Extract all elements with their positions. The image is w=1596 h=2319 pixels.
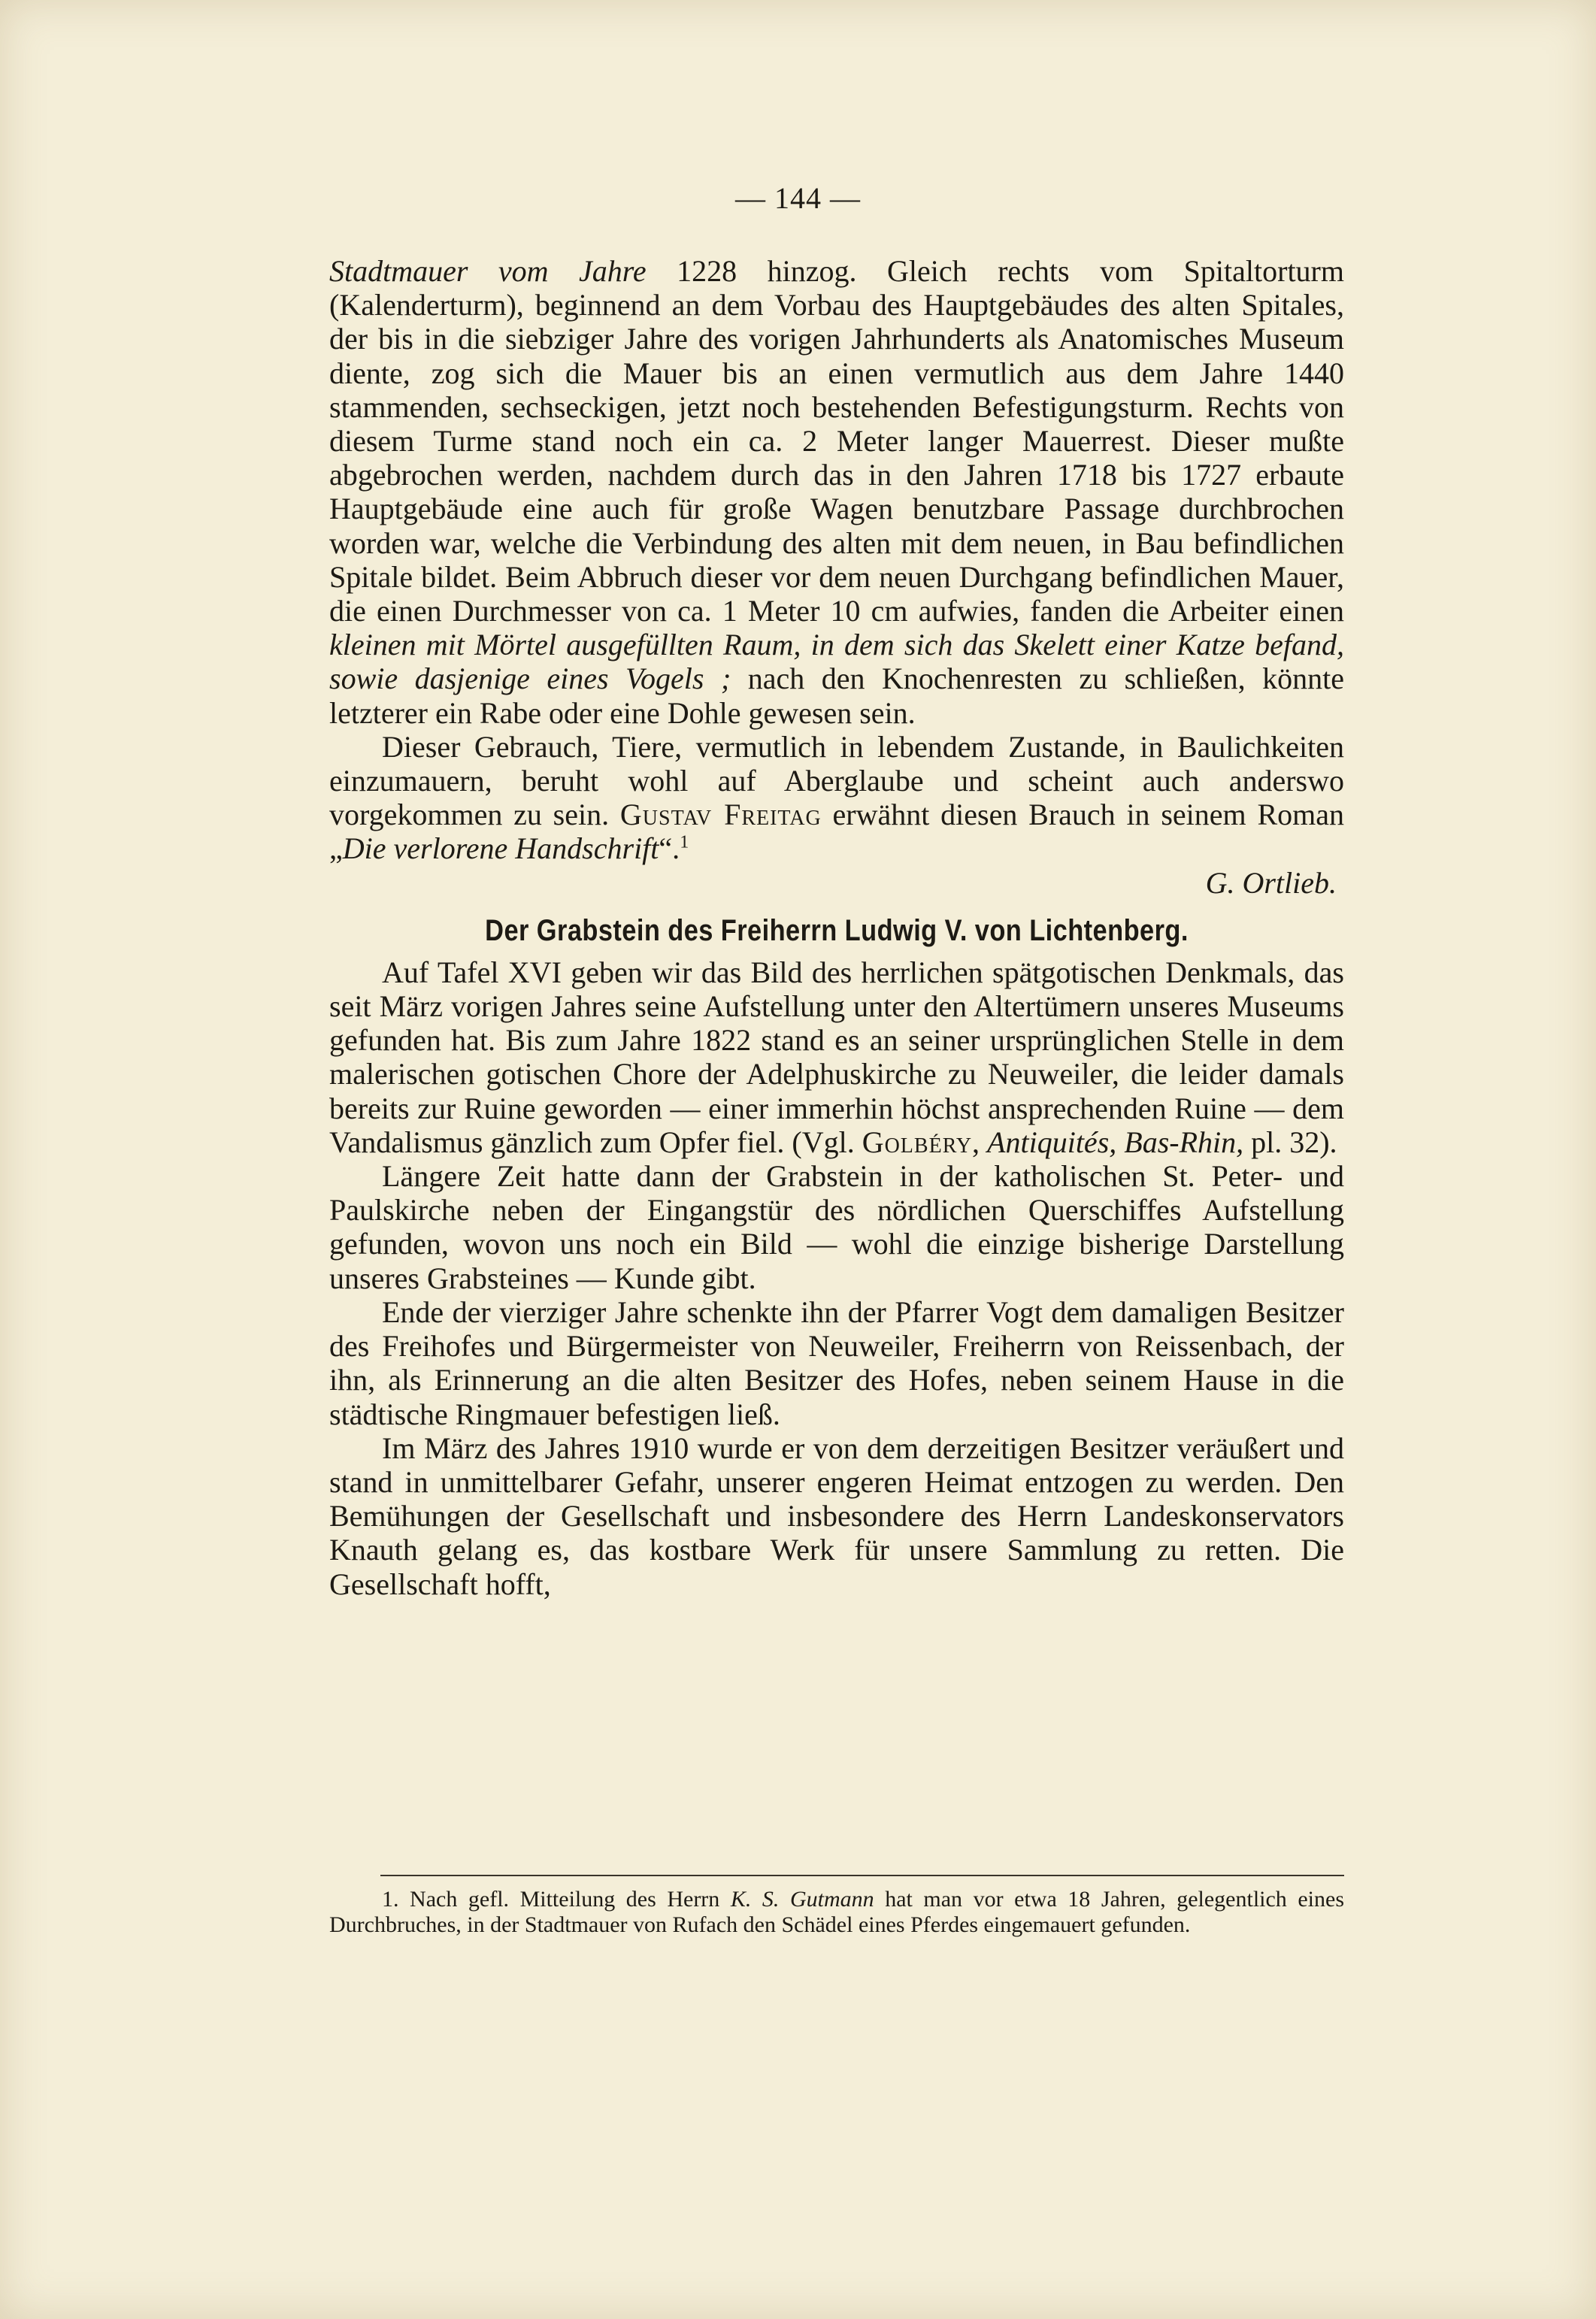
text-run: Dieser Gebrauch, Tiere, vermutlich in lebendem Zustande, in Baulichkeiten einzumauern, beruht wohl auf Aberglaube und scheint auch anderswo vorgekommen zu sein.	[329, 729, 1344, 832]
author-name: Golbéry	[862, 1125, 973, 1159]
paragraph	[329, 730, 1344, 866]
footnote-text	[329, 1887, 1344, 1938]
citation-title: Antiquités, Bas-Rhin,	[987, 1125, 1244, 1159]
author-signature: G. Ortlieb.	[1205, 865, 1337, 900]
paragraph: Ende der vierziger Jahre schenkte ihn der Pfarrer Vogt dem damaligen Besitzer des Freihofes und Bürgermeister von Neuweiler, Freiherrn von Reissenbach, der ihn, als Erinnerung an die alten Besitzer des Hofes, neben seinem Hause in die städtische Ringmauer befestigen ließ.	[329, 1294, 1344, 1431]
book-title: Die verlorene Handschrift	[342, 831, 659, 866]
italic-name: K. S. Gutmann	[730, 1887, 874, 1912]
footnote-marker: 1	[680, 833, 689, 853]
text-run: “.	[659, 831, 680, 866]
text-run: ,	[972, 1125, 988, 1159]
section-heading: Der Grabstein des Freiherrn Ludwig V. von Lichtenberg.	[485, 913, 1189, 947]
author-name: Gustav Freitag	[619, 798, 822, 832]
text-run: pl. 32).	[1243, 1125, 1337, 1159]
text-run: nach den Knochenresten zu schließen, könnte letzterer ein Rabe oder eine Dohle gewesen sein.	[329, 661, 1344, 730]
text-run: erwähnt diesen Brauch in seinem Roman „	[329, 798, 1344, 866]
paragraph-continuation	[329, 254, 1344, 730]
text-run: 1. Nach gefl. Mitteilung des Herrn	[382, 1887, 731, 1912]
page-number: — 144 —	[735, 181, 861, 215]
footnote-divider	[380, 1875, 1344, 1876]
italic-phrase: Stadtmauer vom Jahre	[329, 254, 647, 288]
text-run: hat man vor etwa 18 Jahren, gelegentlich eines Durchbruches, in der Stadtmauer von Rufach den Schädel eines Pferdes eingemauert gefunden.	[329, 1887, 1344, 1937]
text-run: Auf Tafel XVI geben wir das Bild des herrlichen spätgotischen Denkmals, das seit März vorigen Jahres seine Aufstellung unter den Altertümern unseres Museums gefunden hat. Bis zum Jahre 1822 stand es an seiner ursprünglichen Stelle in dem malerischen gotischen Chore der Adelphuskirche zu Neuweiler, die leider damals bereits zur Ruine geworden — einer immerhin höchst ansprechenden Ruine — dem Vandalismus gänzlich zum Opfer fiel. (Vgl.	[329, 955, 1344, 1159]
paragraph: Längere Zeit hatte dann der Grabstein in der katholischen St. Peter- und Paulskirche neben der Eingangstür des nördlichen Querschiffes Aufstellung gefunden, wovon uns noch ein Bild — wohl die einzige bisherige Darstellung unseres Grabsteines — Kunde gibt.	[329, 1159, 1344, 1295]
paragraph: Im März des Jahres 1910 wurde er von dem derzeitigen Besitzer veräußert und stand in unmittelbarer Gefahr, unserer engeren Heimat entzogen zu werden. Den Bemühungen der Gesellschaft und insbesondere des Herrn Landeskonservators Knauth gelang es, das kostbare Werk für unsere Sammlung zu retten. Die Gesellschaft hofft,	[329, 1430, 1344, 1601]
footnote	[329, 1887, 1344, 1938]
italic-phrase: kleinen mit Mörtel ausgefüllten Raum, in dem sich das Skelett einer Katze befand, sowie dasjenige eines Vogels ;	[329, 628, 1344, 696]
text-run: 1228 hinzog. Gleich rechts vom Spitaltorturm (Kalenderturm), beginnend an dem Vorbau des Hauptgebäudes des alten Spitales, der bis in die siebziger Jahre des vorigen Jahrhunderts als Anatomisches Museum diente, zog sich die Mauer bis an einen vermutlich aus dem Jahre 1440 stammenden, sechseckigen, jetzt noch bestehenden Befestigungsturm. Rechts von diesem Turme stand noch ein ca. 2 Meter langer Mauerrest. Dieser mußte abgebrochen werden, nachdem durch das in den Jahren 1718 bis 1727 erbaute Hauptgebäude eine auch für große Wagen benutzbare Passage durchbrochen worden war, welche die Verbindung des alten mit dem neuen, in Bau befindlichen Spitale bildet. Beim Abbruch dieser vor dem neuen Durchgang befindlichen Mauer, die einen Durchmesser von ca. 1 Meter 10 cm aufwies, fanden die Arbeiter einen	[329, 254, 1344, 628]
main-text-column	[329, 254, 1344, 1601]
paragraph	[329, 955, 1344, 1159]
